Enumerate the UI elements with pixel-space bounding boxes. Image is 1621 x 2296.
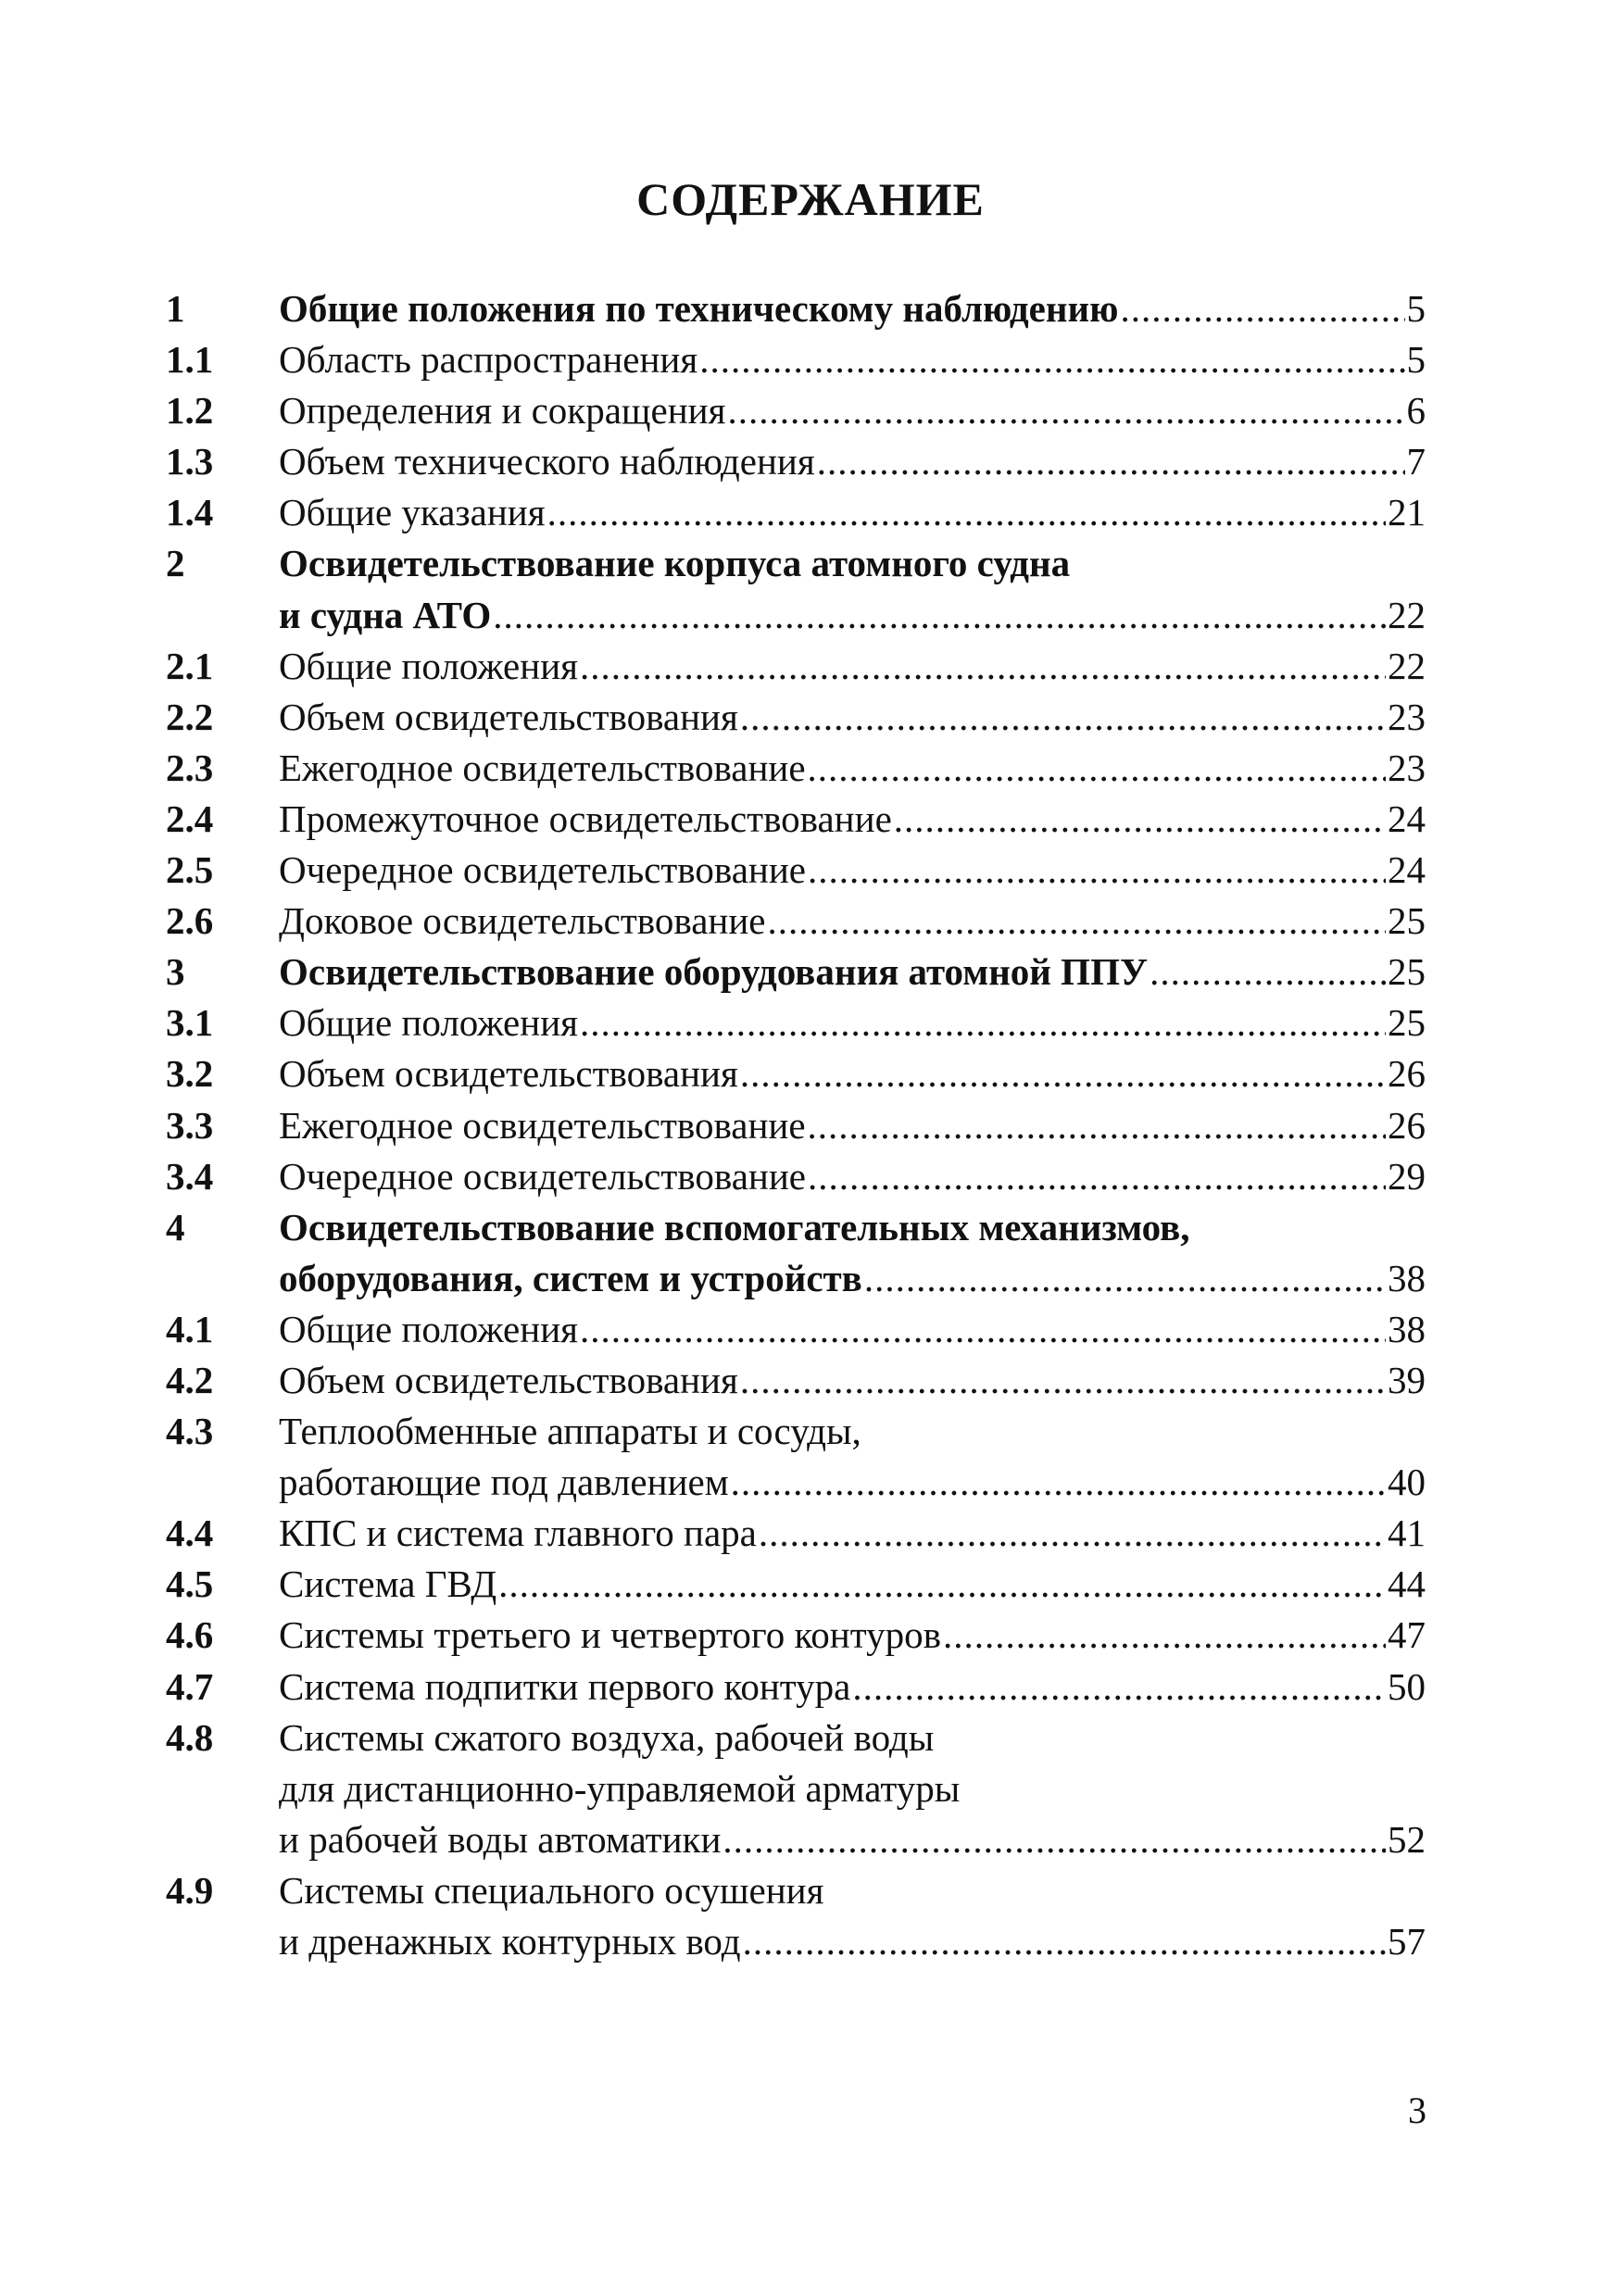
toc-dot-leader	[808, 845, 1386, 896]
toc-entry-page: 41	[1388, 1512, 1426, 1555]
toc-dot-leader	[723, 1814, 1386, 1865]
toc-dot-leader	[580, 1304, 1386, 1355]
toc-entry-body	[279, 794, 1426, 845]
toc-entry	[166, 641, 1426, 692]
toc-entry-page: 24	[1388, 848, 1426, 892]
toc-entry	[166, 743, 1426, 794]
toc-entry	[166, 896, 1426, 947]
toc-entry-number: 3.1	[166, 1001, 214, 1045]
toc-entry	[166, 947, 1426, 997]
toc-entry-title: Общие положения по техническому наблюдению	[279, 287, 1119, 330]
toc-dot-leader	[740, 1355, 1386, 1406]
toc-entry-title: Определения и сокращения	[279, 389, 726, 433]
toc-entry-number: 3.3	[166, 1103, 214, 1147]
toc-entry-body	[279, 590, 1426, 641]
toc-entry-number: 4.8	[166, 1715, 214, 1759]
toc-entry-title: Система ГВД	[279, 1562, 497, 1606]
toc-entry-title: и судна АТО	[279, 593, 492, 636]
toc-entry	[166, 1406, 1426, 1457]
toc-entry-page: 22	[1388, 593, 1426, 636]
toc-entry-number: 4.1	[166, 1307, 214, 1350]
toc-entry-page: 25	[1388, 1001, 1426, 1045]
toc-entry-title: Системы третьего и четвертого контуров	[279, 1613, 941, 1657]
toc-entry-title: Общие положения	[279, 644, 578, 687]
toc-entry-body	[279, 1355, 1426, 1406]
toc-entry-title: Объем освидетельствования	[279, 1358, 738, 1401]
toc-entry-title: и дренажных контурных вод	[279, 1920, 741, 1963]
toc-entry-number: 2.5	[166, 848, 214, 892]
toc-dot-leader	[727, 385, 1404, 436]
toc-entry-page: 26	[1388, 1103, 1426, 1147]
toc-entry	[166, 1713, 1426, 1763]
toc-entry-number: 4	[166, 1205, 185, 1248]
toc-entry-body	[279, 1814, 1426, 1865]
toc-entry-number: 4.2	[166, 1358, 214, 1401]
toc-entry	[166, 1151, 1426, 1202]
toc-entry-title: Общие положения	[279, 1307, 578, 1350]
toc-entry-number: 4.5	[166, 1562, 214, 1606]
toc-entry-number: 4.6	[166, 1613, 214, 1657]
toc-entry-body	[279, 436, 1426, 487]
toc-entry	[166, 1202, 1426, 1253]
toc-entry-page: 23	[1388, 746, 1426, 789]
toc-entry	[166, 1610, 1426, 1661]
toc-entry-body	[279, 1048, 1426, 1099]
toc-dot-leader	[699, 334, 1404, 385]
toc-entry-body	[279, 1610, 1426, 1661]
toc-entry-body	[279, 283, 1426, 334]
toc-entry-body	[279, 334, 1426, 385]
toc-entry-title: Освидетельствование вспомогательных механизмов,	[279, 1205, 1190, 1248]
toc-entry-body	[279, 641, 1426, 692]
toc-entry	[166, 1814, 1426, 1865]
toc-entry-body	[279, 385, 1426, 436]
toc-entry-page: 26	[1388, 1052, 1426, 1096]
toc-entry-body	[279, 1202, 1426, 1253]
toc-dot-leader	[767, 896, 1386, 947]
toc-entry-body	[279, 1151, 1426, 1202]
toc-entry-title: Система подпитки первого контура	[279, 1664, 851, 1708]
toc-entry-body	[279, 1508, 1426, 1559]
toc-entry-number: 3.4	[166, 1154, 214, 1198]
toc-dot-leader	[743, 1916, 1386, 1967]
toc-entry	[166, 794, 1426, 845]
toc-dot-leader	[864, 1253, 1386, 1304]
toc-dot-leader	[1120, 283, 1404, 334]
toc-entry-body	[279, 1763, 1426, 1814]
toc-entry-page: 44	[1388, 1562, 1426, 1606]
toc-entry-title: КПС и система главного пара	[279, 1512, 757, 1555]
toc-entry-page: 57	[1388, 1920, 1426, 1963]
toc-entry	[166, 1304, 1426, 1355]
toc-entry	[166, 1048, 1426, 1099]
toc-dot-leader	[580, 997, 1386, 1048]
toc-entry-body	[279, 538, 1426, 589]
toc-entry-page: 7	[1406, 440, 1426, 483]
toc-entry-number: 2.4	[166, 797, 214, 840]
toc-entry	[166, 334, 1426, 385]
toc-entry	[166, 487, 1426, 538]
toc-entry-number: 1	[166, 287, 185, 330]
toc-entry-page: 6	[1406, 389, 1426, 433]
toc-entry-body	[279, 1713, 1426, 1763]
toc-entry	[166, 1559, 1426, 1610]
toc-entry-title: для дистанционно-управляемой арматуры	[279, 1766, 961, 1810]
toc-entry-body	[279, 487, 1426, 538]
toc-entry-body	[279, 1559, 1426, 1610]
toc-entry-number: 3	[166, 950, 185, 994]
toc-entry	[166, 1253, 1426, 1304]
toc-dot-leader	[852, 1662, 1386, 1713]
page-number: 3	[1408, 2089, 1426, 2131]
toc-entry	[166, 385, 1426, 436]
toc-entry	[166, 1662, 1426, 1713]
toc-dot-leader	[740, 1048, 1386, 1099]
toc-entry-page: 38	[1388, 1256, 1426, 1299]
toc-entry-number: 2.6	[166, 899, 214, 943]
toc-entry-page: 52	[1388, 1817, 1426, 1861]
toc-entry-page: 23	[1388, 695, 1426, 738]
toc-entry-page: 5	[1406, 287, 1426, 330]
toc-dot-leader	[580, 641, 1386, 692]
toc-entry	[166, 1865, 1426, 1916]
toc-entry-page: 25	[1388, 899, 1426, 943]
toc-entry-title: Доковое освидетельствование	[279, 899, 766, 943]
toc-entry-body	[279, 692, 1426, 743]
toc-entry-title: Область распространения	[279, 338, 698, 382]
toc-entry-title: Объем технического наблюдения	[279, 440, 815, 483]
toc-entry-title: Общие положения	[279, 1001, 578, 1045]
toc-dot-leader	[894, 794, 1386, 845]
toc-entry-title: Очередное освидетельствование	[279, 1154, 806, 1198]
toc-entry-title: работающие под давлением	[279, 1461, 729, 1504]
toc-entry-body	[279, 1916, 1426, 1967]
toc-entry-page: 40	[1388, 1461, 1426, 1504]
page-title: СОДЕРЖАНИЕ	[636, 173, 985, 225]
toc-dot-leader	[808, 1151, 1386, 1202]
toc-entry-number: 4.7	[166, 1664, 214, 1708]
toc-dot-leader	[943, 1610, 1386, 1661]
toc-dot-leader	[547, 487, 1386, 538]
toc-entry-title: и рабочей воды автоматики	[279, 1817, 722, 1861]
toc-entry-number: 2	[166, 542, 185, 585]
toc-entry-body	[279, 947, 1426, 997]
toc-entry-page: 21	[1388, 491, 1426, 534]
toc-entry	[166, 1355, 1426, 1406]
toc-entry-title: Ежегодное освидетельствование	[279, 1103, 806, 1147]
toc-entry-body	[279, 1865, 1426, 1916]
toc-entry-page: 47	[1388, 1613, 1426, 1657]
toc-entry-number: 2.2	[166, 695, 214, 738]
toc-entry-number: 3.2	[166, 1052, 214, 1096]
toc-entry-title: Освидетельствование корпуса атомного судна	[279, 542, 1071, 585]
toc-entry-page: 22	[1388, 644, 1426, 687]
toc-entry-title: Системы сжатого воздуха, рабочей воды	[279, 1715, 935, 1759]
toc-entry	[166, 997, 1426, 1048]
toc-entry	[166, 538, 1426, 589]
toc-entry-page: 24	[1388, 797, 1426, 840]
toc-entry-number: 1.3	[166, 440, 214, 483]
toc-entry	[166, 845, 1426, 896]
toc-entry	[166, 1100, 1426, 1151]
toc-entry-number: 1.4	[166, 491, 214, 534]
toc-dot-leader	[740, 692, 1386, 743]
toc-entry-body	[279, 997, 1426, 1048]
toc-entry	[166, 692, 1426, 743]
toc-entry-body	[279, 1457, 1426, 1508]
toc-entry-body	[279, 743, 1426, 794]
toc-entry-number: 4.3	[166, 1410, 214, 1453]
toc-dot-leader	[817, 436, 1405, 487]
toc-dot-leader	[808, 1100, 1386, 1151]
toc-entry	[166, 1457, 1426, 1508]
toc-dot-leader	[731, 1457, 1386, 1508]
toc-entry-title: Очередное освидетельствование	[279, 848, 806, 892]
toc-entry-body	[279, 1253, 1426, 1304]
toc-entry-title: Объем освидетельствования	[279, 695, 738, 738]
toc-entry	[166, 436, 1426, 487]
toc-dot-leader	[759, 1508, 1386, 1559]
toc-dot-leader	[493, 590, 1386, 641]
toc-entry	[166, 1763, 1426, 1814]
toc-dot-leader	[1150, 947, 1386, 997]
toc-entry-title: оборудования, систем и устройств	[279, 1256, 862, 1299]
toc-entry-title: Объем освидетельствования	[279, 1052, 738, 1096]
toc-entry-title: Общие указания	[279, 491, 546, 534]
toc-entry-page: 29	[1388, 1154, 1426, 1198]
toc-entry-body	[279, 1662, 1426, 1713]
toc-entry-page: 25	[1388, 950, 1426, 994]
toc-entry	[166, 590, 1426, 641]
toc-entry-number: 1.1	[166, 338, 214, 382]
toc-entry	[166, 283, 1426, 334]
toc-entry	[166, 1916, 1426, 1967]
toc-entry-title: Системы специального осушения	[279, 1868, 824, 1912]
toc-entry-title: Теплообменные аппараты и сосуды,	[279, 1410, 861, 1453]
toc-entry-page: 38	[1388, 1307, 1426, 1350]
toc-dot-leader	[808, 743, 1386, 794]
toc-entry-body	[279, 1100, 1426, 1151]
toc-entry-title: Промежуточное освидетельствование	[279, 797, 892, 840]
toc-entry-number: 1.2	[166, 389, 214, 433]
toc-entry-title: Ежегодное освидетельствование	[279, 746, 806, 789]
toc-dot-leader	[498, 1559, 1386, 1610]
toc-entry-body	[279, 1304, 1426, 1355]
toc-entry-number: 4.9	[166, 1868, 214, 1912]
toc-entry-body	[279, 845, 1426, 896]
table-of-contents	[166, 283, 1426, 1967]
toc-entry-number: 2.1	[166, 644, 214, 687]
toc-entry-body	[279, 1406, 1426, 1457]
toc-entry	[166, 1508, 1426, 1559]
toc-entry-number: 2.3	[166, 746, 214, 789]
toc-entry-number: 4.4	[166, 1512, 214, 1555]
toc-entry-body	[279, 896, 1426, 947]
toc-entry-page: 39	[1388, 1358, 1426, 1401]
toc-entry-page: 5	[1406, 338, 1426, 382]
toc-entry-title: Освидетельствование оборудования атомной ППУ	[279, 950, 1149, 994]
toc-entry-page: 50	[1388, 1664, 1426, 1708]
